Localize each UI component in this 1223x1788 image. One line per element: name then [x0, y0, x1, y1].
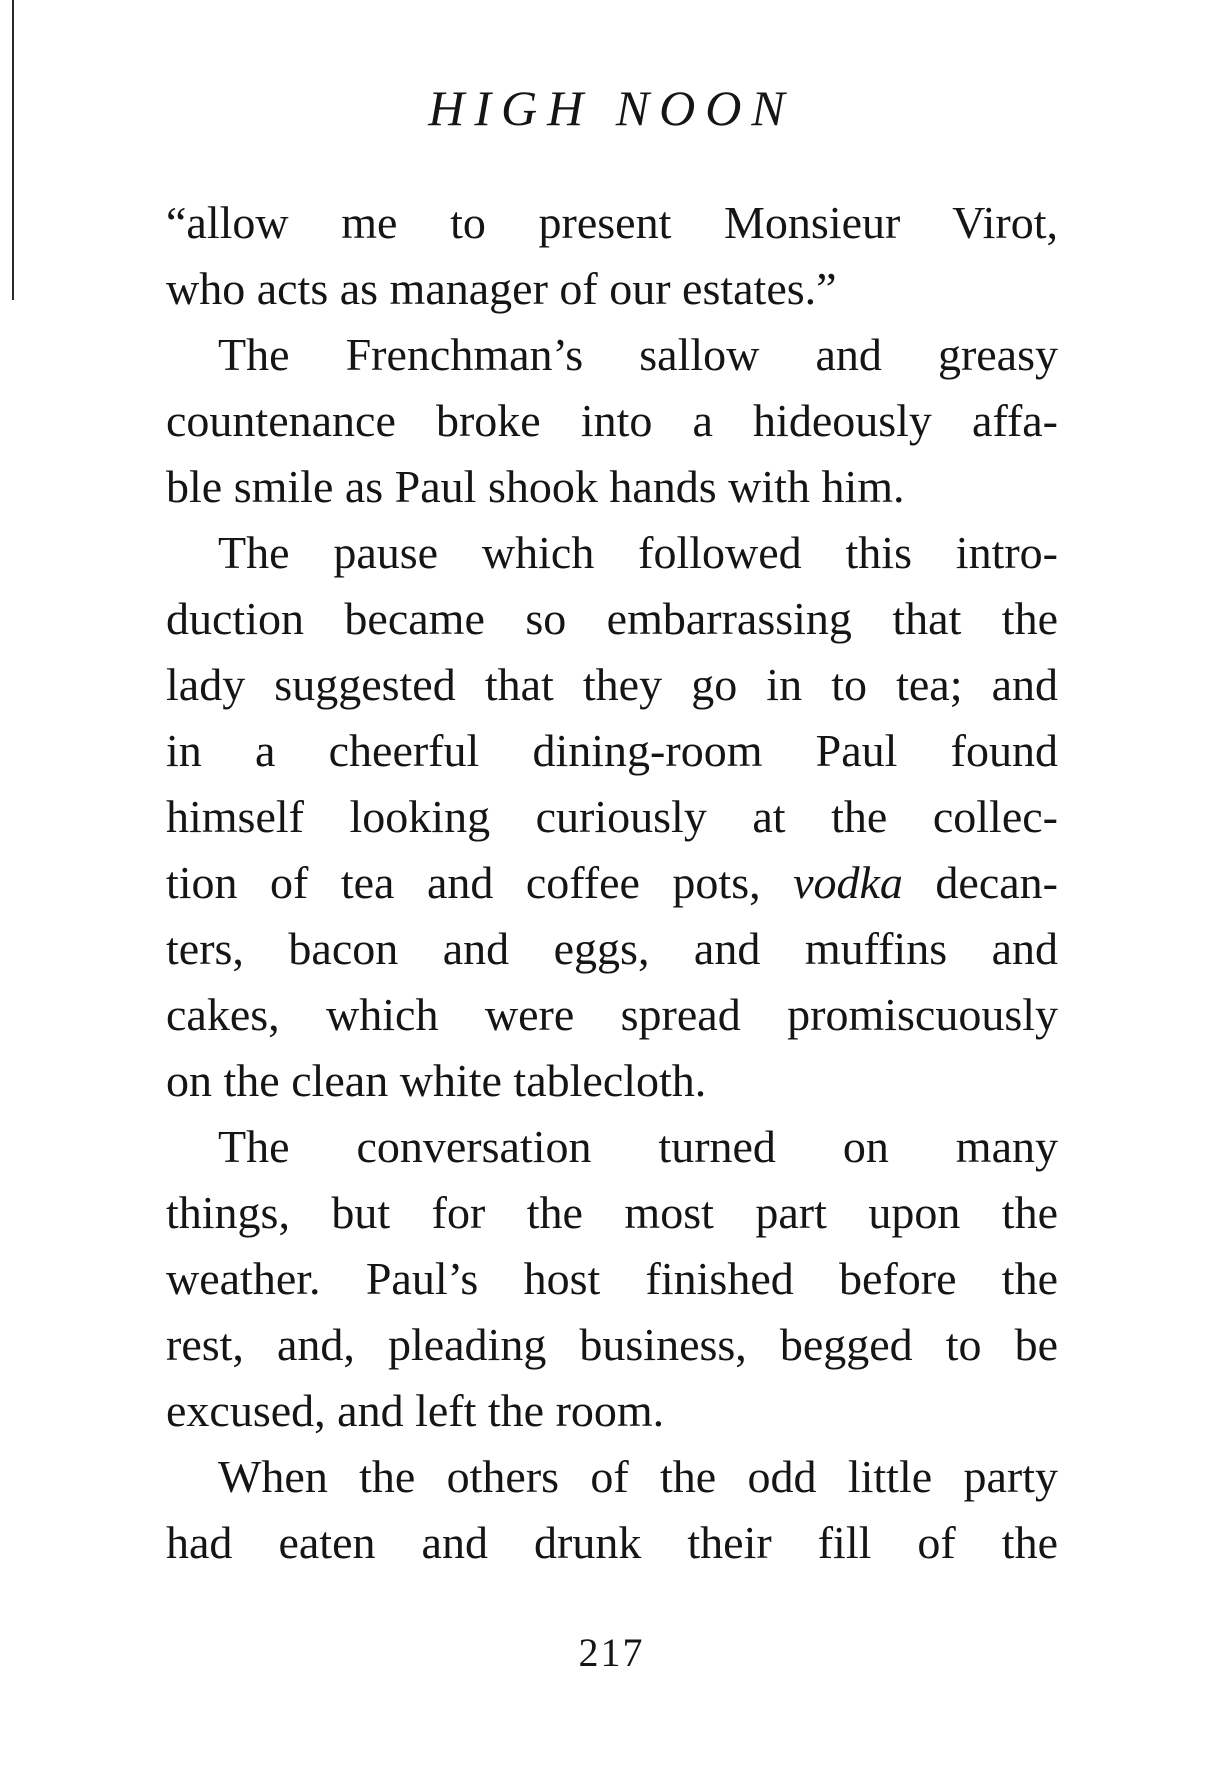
text-line: “allow me to present Monsieur Virot,: [166, 197, 1058, 248]
text-line: in a cheerful dining-room Paul found: [166, 725, 1058, 776]
italic-word: vodka: [793, 857, 903, 908]
page-edge-rule: [12, 0, 14, 300]
body-text: [166, 190, 1058, 1576]
text-line: When the others of the odd little party: [218, 1451, 1058, 1502]
text-line: excused, and left the room.: [166, 1385, 665, 1436]
text-line: The Frenchman’s sallow and greasy: [218, 329, 1058, 380]
text-line: ble smile as Paul shook hands with him.: [166, 461, 905, 512]
text-line: things, but for the most part upon the: [166, 1187, 1058, 1238]
text-line: rest, and, pleading business, begged to be: [166, 1319, 1058, 1370]
text-line: lady suggested that they go in to tea; and: [166, 659, 1058, 710]
running-head: HIGH NOON: [428, 80, 795, 136]
text-line: countenance broke into a hideously affa-: [166, 395, 1058, 446]
text-line: tion of tea and coffee pots, vodka decan-: [166, 857, 1058, 908]
text-line: ters, bacon and eggs, and muffins and: [166, 923, 1058, 974]
page-number: 217: [578, 1630, 645, 1675]
text-line: The pause which followed this intro-: [218, 527, 1058, 578]
text-line: himself looking curiously at the collec-: [166, 791, 1058, 842]
text-line: who acts as manager of our estates.”: [166, 263, 837, 314]
text-line: on the clean white tablecloth.: [166, 1055, 707, 1106]
text-line: weather. Paul’s host finished before the: [166, 1253, 1058, 1304]
text-line: duction became so embarrassing that the: [166, 593, 1058, 644]
text-line: cakes, which were spread promiscuously: [166, 989, 1058, 1040]
text-line: The conversation turned on many: [218, 1121, 1058, 1172]
text-line: had eaten and drunk their fill of the: [166, 1517, 1058, 1568]
